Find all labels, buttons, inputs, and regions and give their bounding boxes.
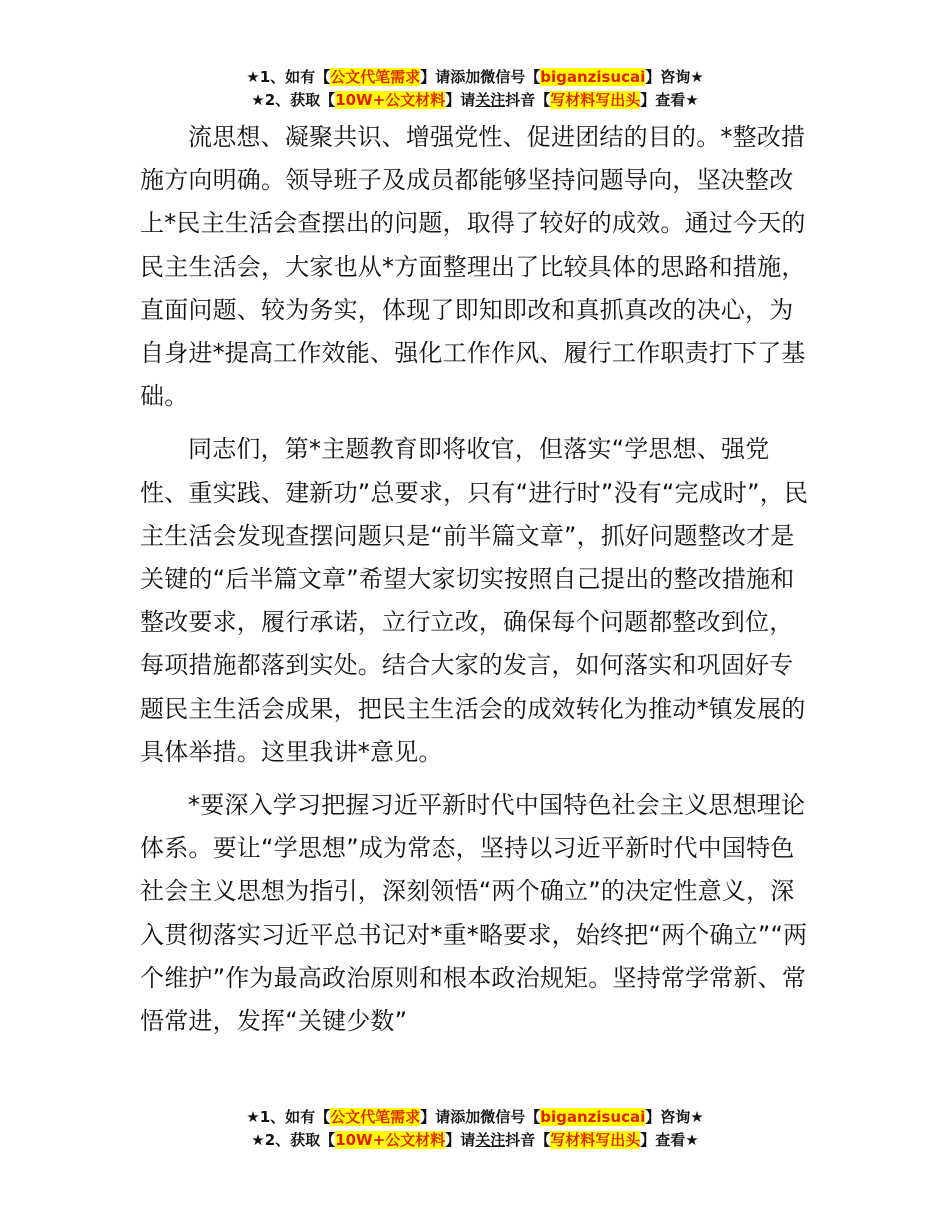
highlight-wechat-id: biganzisucai — [540, 1108, 646, 1126]
banner-line-2: ★2、获取【10W+公文材料】请关注抖音【写材料写出头】查看★ — [251, 1131, 699, 1149]
footer-banner — [0, 1106, 950, 1152]
highlight-douyin: 写材料写出头 — [550, 1131, 641, 1149]
highlight-ghostwriting: 公文代笔需求 — [330, 68, 421, 86]
paragraph-1: 流思想、凝聚共识、增强党性、促进团结的目的。*整改措施方向明确。领导班子及成员都能够坚持问题导向，坚决整改上*民主生活会查摆出的问题，取得了较好的成效。通过今天的民主生活会，大家也从*方面整理出了比较具体的思路和措施，直面问题、较为务实，体现了即知即改和真抓真改的决心，为自身进*提高工作效能、强化工作作风、履行工作职责打下了基础。 — [140, 123, 806, 411]
paragraph-2: 同志们，第*主题教育即将收官，但落实“学思想、强党性、重实践、建新功”总要求，只有“进行时”没有“完成时”，民主生活会发现查摆问题只是“前半篇文章”，抓好问题整改才是关键的“后半篇文章”希望大家切实按照自己提出的整改措施和整改要求，履行承诺，立行立改，确保每个问题都整改到位，每项措施都落到实处。结合大家的发言，如何落实和巩固好专题民主生活会成果，把民主生活会的成效转化为推动*镇发展的具体举措。这里我讲*意见。 — [140, 435, 809, 766]
highlight-materials: 10W+公文材料 — [335, 91, 446, 109]
header-banner — [0, 66, 950, 112]
banner-line-1: ★1、如有【公文代笔需求】请添加微信号【biganzisucai】咨询★ — [246, 68, 704, 86]
underlined-follow: 关注 — [475, 1131, 506, 1149]
paragraph-3: *要深入学习把握习近平新时代中国特色社会主义思想理论体系。要让“学思想”成为常态，坚持以习近平新时代中国特色社会主义思想为指引，深刻领悟“两个确立”的决定性意义，深入贯彻落实习近平总书记对*重*略要求，始终把“两个确立”“两个维护”作为最高政治原则和根本政治规矩。坚持常学常新、常悟常进，发挥“关键少数” — [140, 791, 808, 1036]
underlined-follow: 关注 — [475, 91, 506, 109]
highlight-ghostwriting: 公文代笔需求 — [330, 1108, 421, 1126]
banner-line-2: ★2、获取【10W+公文材料】请关注抖音【写材料写出头】查看★ — [251, 91, 699, 109]
highlight-materials: 10W+公文材料 — [335, 1131, 446, 1149]
document-body — [140, 116, 812, 1043]
highlight-douyin: 写材料写出头 — [550, 91, 641, 109]
banner-line-1: ★1、如有【公文代笔需求】请添加微信号【biganzisucai】咨询★ — [246, 1108, 704, 1126]
highlight-wechat-id: biganzisucai — [540, 68, 646, 86]
